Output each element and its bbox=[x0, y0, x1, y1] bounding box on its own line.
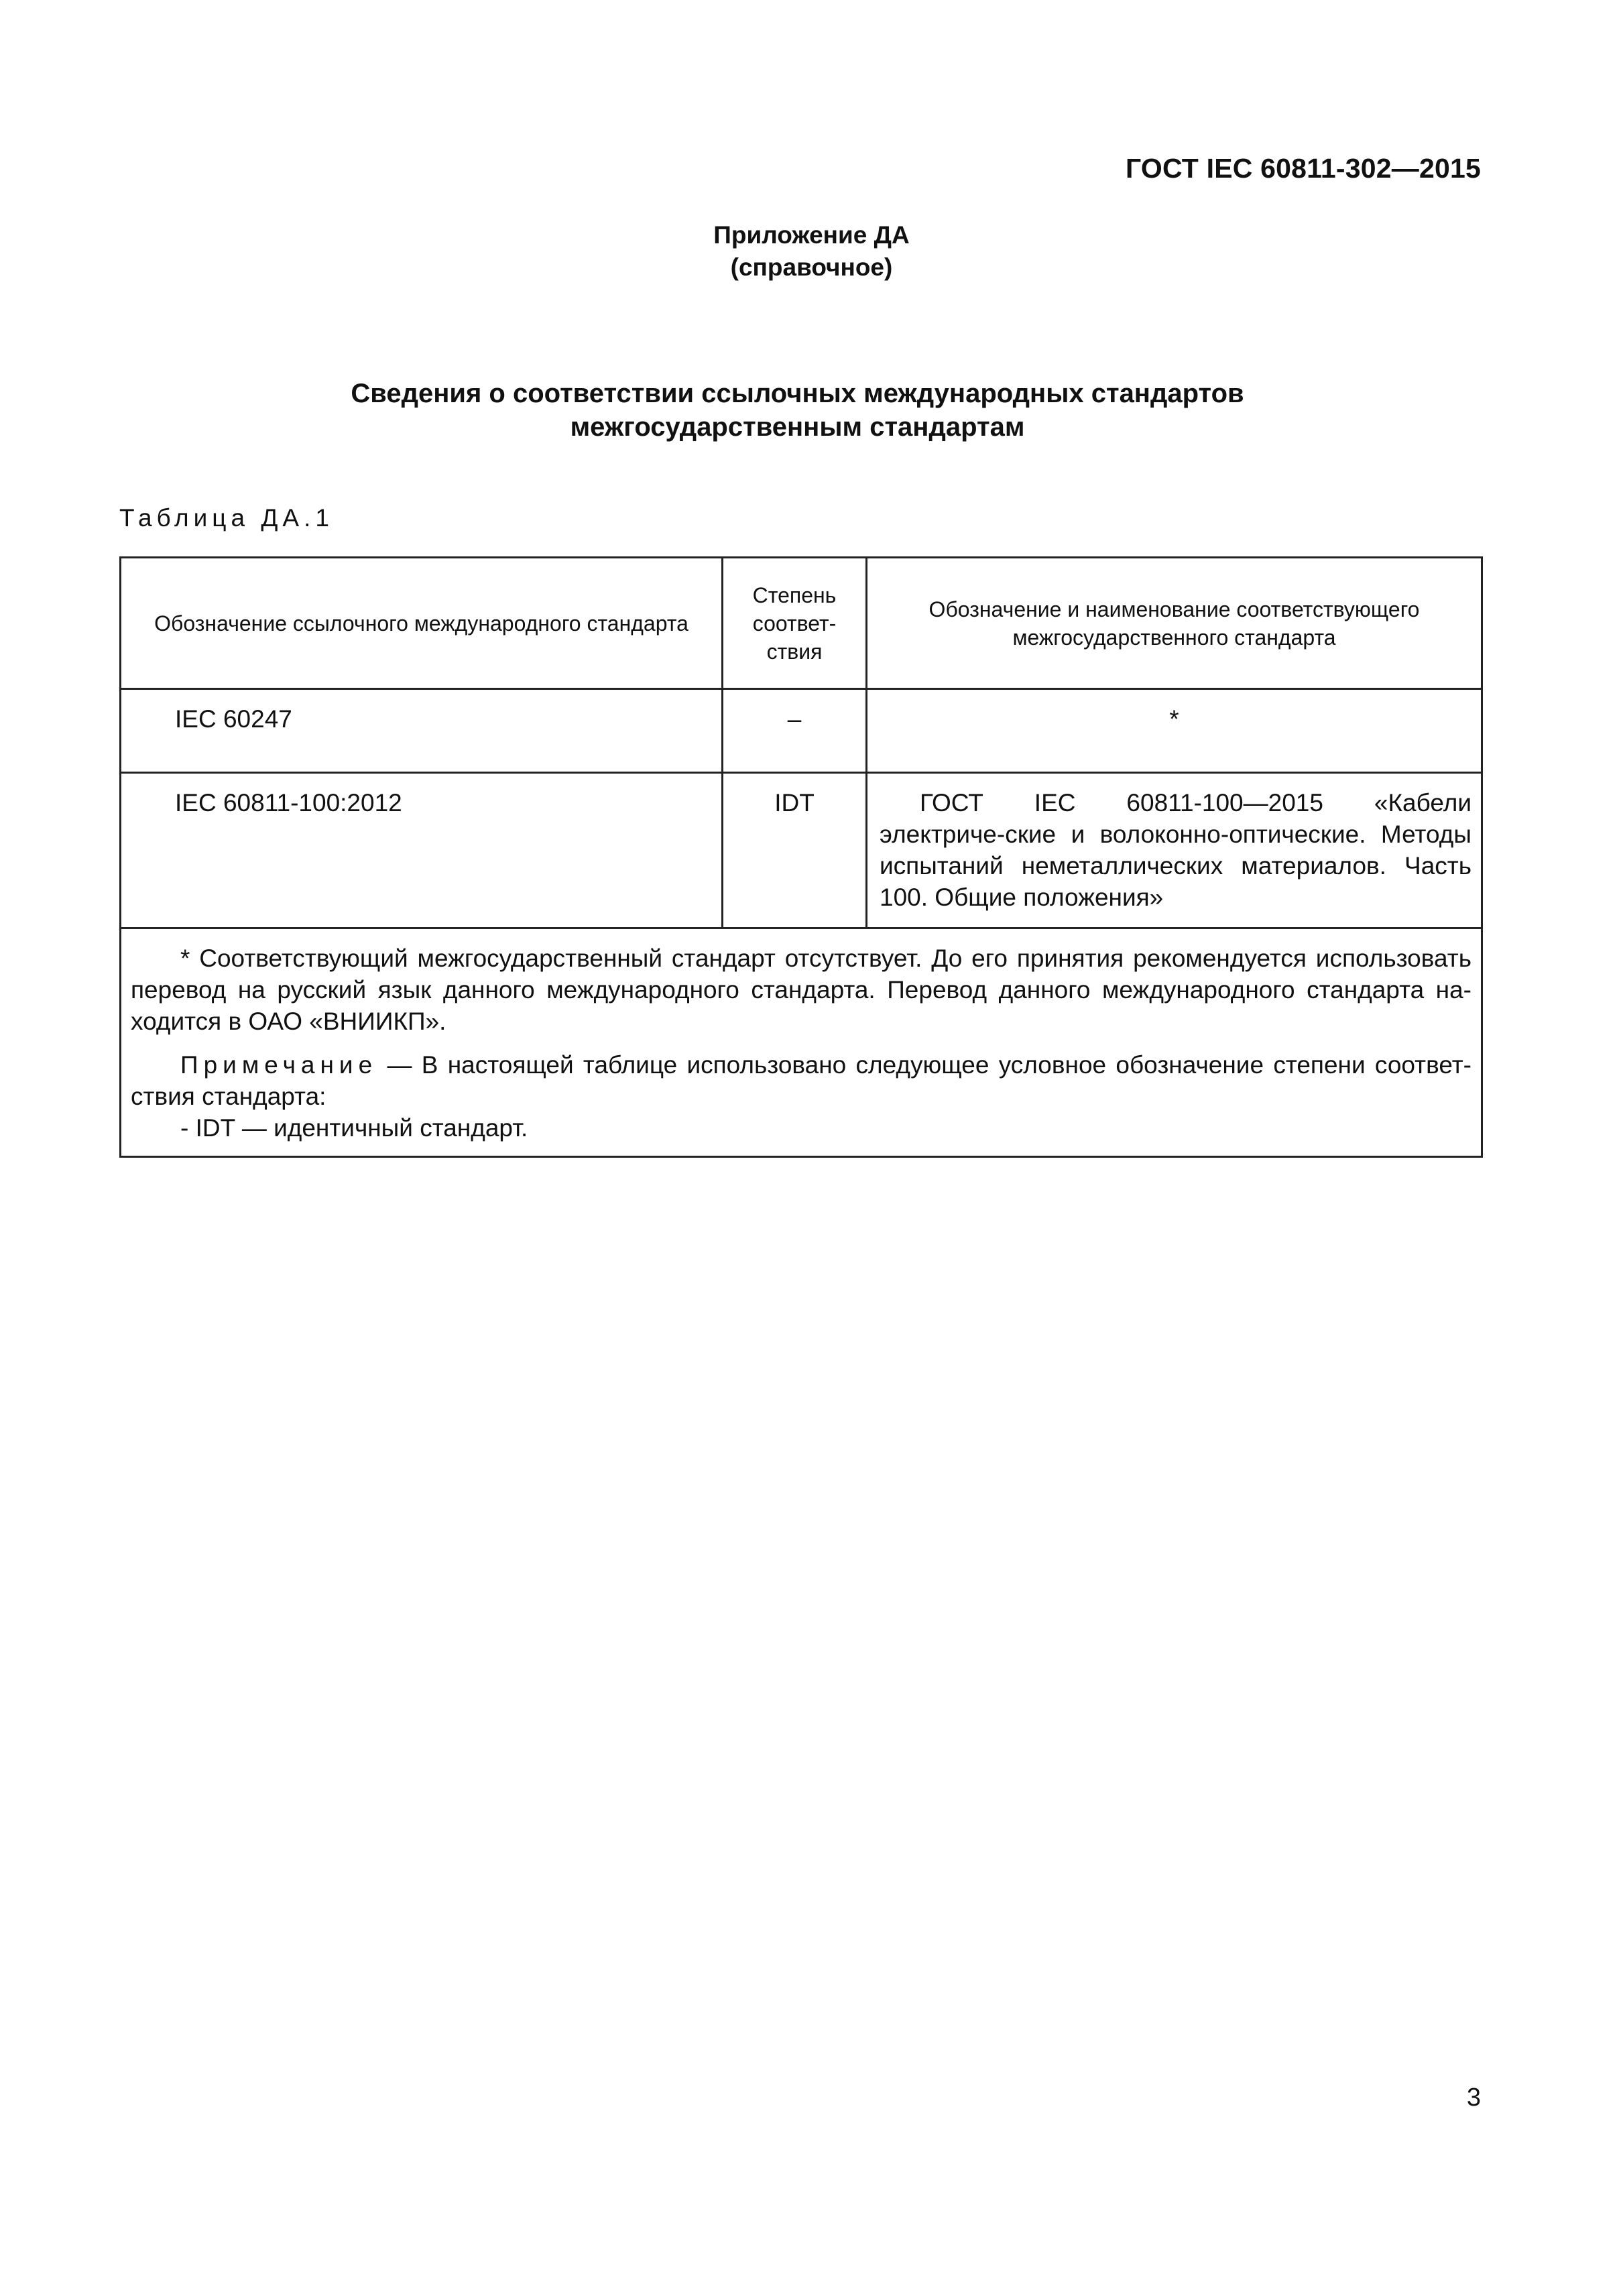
table-footnote-row bbox=[121, 928, 1482, 1157]
appendix-subtitle: (справочное) bbox=[730, 253, 893, 281]
table-header-row bbox=[121, 558, 1482, 689]
cell-designation: IEC 60247 bbox=[121, 689, 723, 773]
table-row bbox=[121, 773, 1482, 928]
header-degree-of-correspondence: Степень соответ-ствия bbox=[723, 558, 867, 689]
note-text: — В настоящей таблице использовано следующее условное обозначение степени соответ-ствия стандарта: bbox=[131, 1051, 1471, 1110]
note-list-item: - IDT — идентичный стандарт. bbox=[180, 1114, 528, 1142]
header-international-standard: Обозначение ссылочного международного стандарта bbox=[121, 558, 723, 689]
table-label: Таблица ДА.1 bbox=[119, 504, 334, 532]
cell-designation: IEC 60811-100:2012 bbox=[121, 773, 723, 928]
footnote-text: * Соответствующий межгосударственный стандарт отсутствует. До его принятия рекомендуется использовать перевод на русский язык данного международного стандарта. Перевод данного международного стандарта на-ходится в ОАО «ВНИИКП». bbox=[131, 945, 1471, 1035]
appendix-title: Приложение ДА bbox=[713, 221, 910, 249]
cell-interstate: ГОСТ IEC 60811-100—2015 «Кабели электриче-ские и волоконно-оптические. Методы испытаний неметаллических материалов. Часть 100. Общие положения» bbox=[867, 773, 1482, 928]
section-heading-line-1: Сведения о соответствии ссылочных международных стандартов bbox=[351, 379, 1244, 408]
table-footnote-cell bbox=[121, 928, 1482, 1157]
cell-degree: – bbox=[723, 689, 867, 773]
section-heading-line-2: межгосударственным стандартам bbox=[570, 412, 1025, 442]
note-label: Примечание bbox=[180, 1051, 378, 1079]
table-row bbox=[121, 689, 1482, 773]
document-code: ГОСТ IEC 60811-302—2015 bbox=[1126, 153, 1481, 184]
correspondence-table bbox=[119, 556, 1483, 1158]
header-interstate-standard: Обозначение и наименование соответствующего межгосударственного стандарта bbox=[867, 558, 1482, 689]
cell-degree: IDT bbox=[723, 773, 867, 928]
cell-interstate: * bbox=[867, 689, 1482, 773]
note-paragraph bbox=[131, 1049, 1471, 1112]
page-number: 3 bbox=[1466, 2083, 1481, 2112]
